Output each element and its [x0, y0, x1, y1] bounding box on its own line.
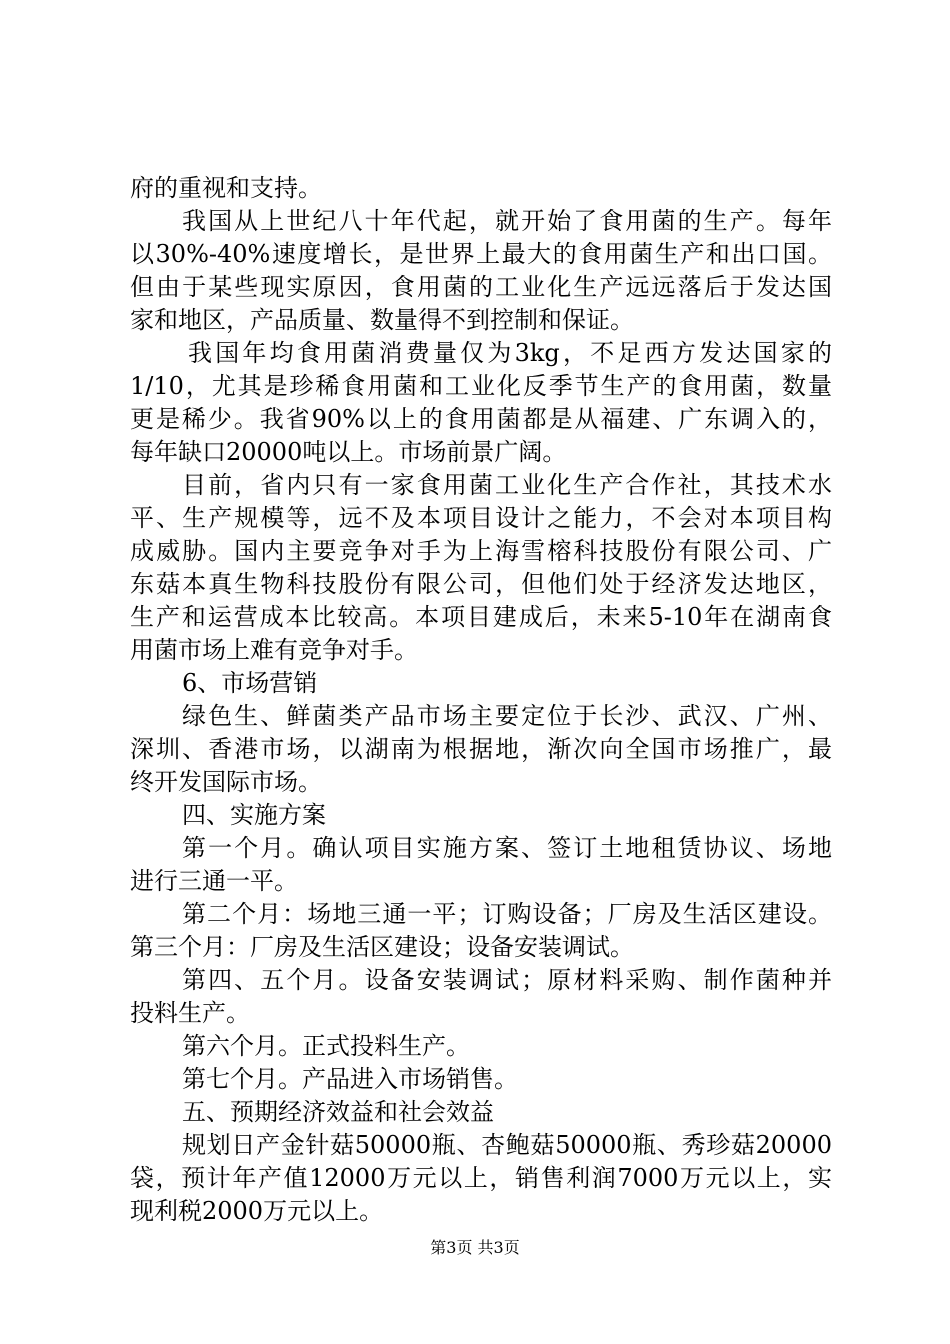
- paragraph-line: 投料生产。: [130, 999, 250, 1027]
- paragraph-line: 规划日产金针菇50000瓶、杏鲍菇50000瓶、秀珍菇20000: [182, 1131, 832, 1159]
- paragraph-line: 以30%-40%速度增长，是世界上最大的食用菌生产和出口国。: [130, 240, 832, 268]
- paragraph-line: 深圳、香港市场，以湖南为根据地，渐次向全国市场推广，最: [130, 735, 832, 763]
- paragraph-line: 第四、五个月。设备安装调试；原材料采购、制作菌种并: [182, 966, 832, 994]
- section-heading: 四、实施方案: [182, 801, 326, 829]
- paragraph-line: 生产和运营成本比较高。本项目建成后，未来5-10年在湖南食: [130, 603, 832, 631]
- paragraph-line: 每年缺口20000吨以上。市场前景广阔。: [130, 438, 567, 466]
- paragraph-line: 第一个月。确认项目实施方案、签订土地租赁协议、场地: [182, 834, 832, 862]
- paragraph-line: 第六个月。正式投料生产。: [182, 1032, 470, 1060]
- paragraph-line: 进行三通一平。: [130, 867, 298, 895]
- section-heading: 6、市场营销: [182, 669, 318, 697]
- paragraph-line: 第三个月：厂房及生活区建设；设备安装调试。: [130, 933, 634, 961]
- paragraph-line: 更是稀少。我省90%以上的食用菌都是从福建、广东调入的，: [130, 405, 832, 433]
- paragraph-line: 第二个月：场地三通一平；订购设备；厂房及生活区建设。: [182, 900, 832, 928]
- paragraph-line: 终开发国际市场。: [130, 768, 322, 796]
- paragraph-line: 用菌市场上难有竞争对手。: [130, 636, 418, 664]
- section-heading: 五、预期经济效益和社会效益: [182, 1098, 494, 1126]
- paragraph-line: 府的重视和支持。: [130, 174, 322, 202]
- paragraph-line: 1/10，尤其是珍稀食用菌和工业化反季节生产的食用菌，数量: [130, 372, 832, 400]
- paragraph-line: 家和地区，产品质量、数量得不到控制和保证。: [130, 306, 634, 334]
- paragraph-line: 现利税2000万元以上。: [130, 1197, 384, 1225]
- paragraph-line: 但由于某些现实原因，食用菌的工业化生产远远落后于发达国: [130, 273, 832, 301]
- page-footer: 第3页 共3页: [430, 1238, 520, 1257]
- paragraph-line: 东菇本真生物科技股份有限公司，但他们处于经济发达地区，: [130, 570, 832, 598]
- paragraph-line: 我国从上世纪八十年代起，就开始了食用菌的生产。每年: [182, 207, 832, 235]
- paragraph-line: 绿色生、鲜菌类产品市场主要定位于长沙、武汉、广州、: [182, 702, 832, 730]
- paragraph-line: 成威胁。国内主要竞争对手为上海雪榕科技股份有限公司、广: [130, 537, 832, 565]
- paragraph-line: 目前，省内只有一家食用菌工业化生产合作社，其技术水: [182, 471, 832, 499]
- paragraph-line: 袋，预计年产值12000万元以上，销售利润7000万元以上，实: [130, 1164, 832, 1192]
- paragraph-line: 平、生产规模等，远不及本项目设计之能力，不会对本项目构: [130, 504, 832, 532]
- paragraph-line: 我国年均食用菌消费量仅为3kg，不足西方发达国家的: [188, 339, 832, 367]
- paragraph-line: 第七个月。产品进入市场销售。: [182, 1065, 518, 1093]
